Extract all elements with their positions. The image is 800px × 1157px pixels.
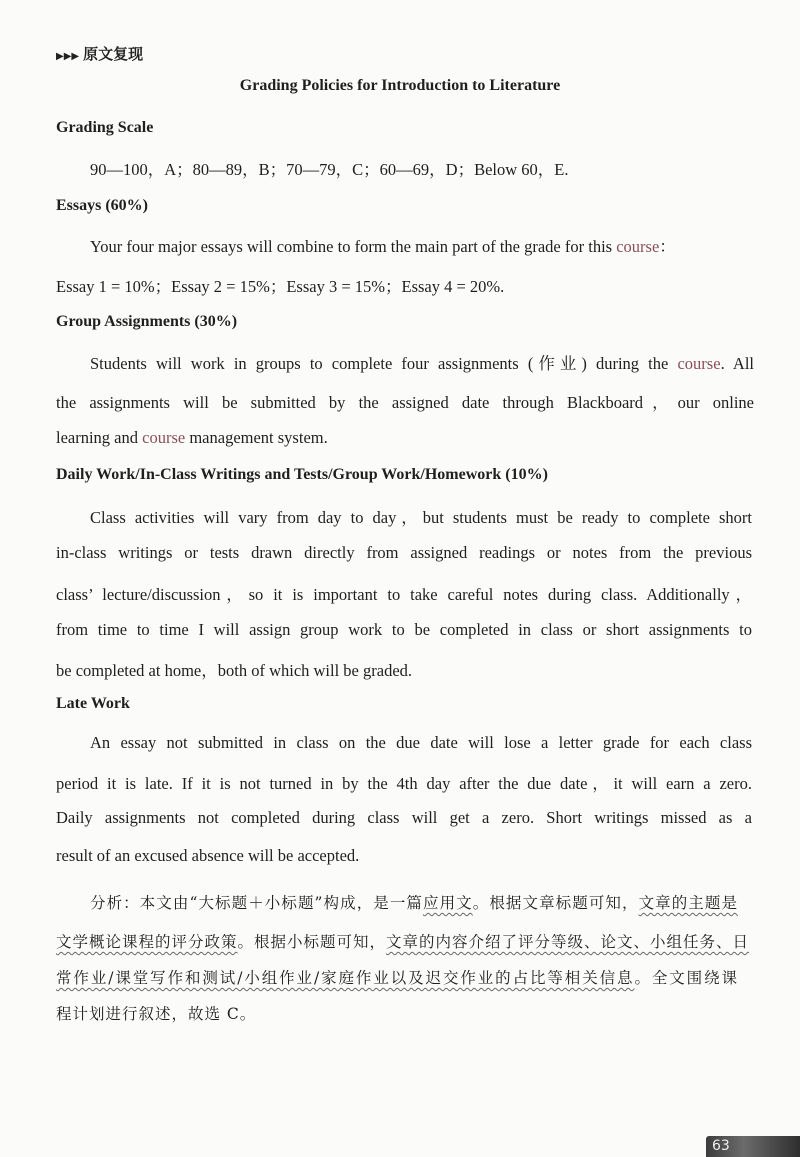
group-line-1-end: . All [720, 354, 754, 373]
course-word: course [677, 354, 721, 373]
grading-scale-text: 90—100，A；80—89，B；70—79，C；60—69，D；Below 60，E. [90, 160, 569, 179]
group-line-3 [56, 428, 752, 448]
late-line-2: period it is late. If it is not turned in by the 4th day after the due date，it will earn a zero. [56, 774, 752, 793]
late-line-1: An essay not submitted in class on the due date will lose a letter grade for each class [90, 733, 752, 752]
heading-essays: Essays (60%) [56, 197, 149, 214]
triple-arrow-icon: ▶▶▶ [56, 51, 80, 62]
section-tag-label: 原文复现 [83, 45, 144, 63]
late-line-4: result of an excused absence will be accepted. [56, 846, 360, 865]
daily-line-5: be completed at home，both of which will be graded. [56, 661, 413, 680]
heading-grading-scale: Grading Scale [56, 119, 154, 136]
group-line-1-text: Students will work in groups to complete four assignments (作业) during the [90, 354, 678, 373]
analysis-emphasis: 应用文 [423, 894, 473, 912]
analysis-text: 。根据小标题可知， [237, 933, 387, 951]
heading-late-work: Late Work [56, 695, 130, 712]
analysis-line-1 [90, 891, 738, 913]
analysis-text: 分析：本文由“大标题＋小标题”构成，是一篇 [90, 894, 424, 912]
analysis-line-2 [56, 930, 750, 952]
late-line-3: Daily assignments not completed during class will get a zero. Short writings missed as a [56, 808, 752, 827]
group-line-1 [90, 350, 754, 374]
analysis-emphasis: 文章的主题是 [638, 894, 738, 912]
analysis-emphasis: 文章的内容介绍了评分等级、论文、小组任务、日 [386, 933, 750, 951]
essays-line-1-text: Your four major essays will combine to form the main part of the grade for this [90, 237, 617, 256]
section-tag [56, 43, 143, 64]
analysis-text: 。根据文章标题可知， [472, 894, 639, 912]
essays-line-1 [90, 233, 754, 257]
group-line-3-end: management system. [185, 428, 328, 447]
analysis-line-3 [56, 966, 738, 988]
analysis-line-4: 程计划进行叙述，故选 C。 [56, 1005, 257, 1023]
daily-line-4: from time to time I will assign group work to be completed in class or short assignments to [56, 620, 752, 639]
essays-line-2: Essay 1 = 10%；Essay 2 = 15%；Essay 3 = 15%；Essay 4 = 20%. [56, 277, 505, 296]
analysis-text: 。全文围绕课 [634, 969, 738, 987]
group-line-2: the assignments will be submitted by the assigned date through Blackboard，our online [56, 393, 754, 412]
course-word: course [616, 237, 660, 256]
heading-group-assignments: Group Assignments (30%) [56, 313, 238, 330]
group-line-3-text: learning and [56, 428, 143, 447]
course-word: course [142, 428, 186, 447]
daily-line-1: Class activities will vary from day to day，but students must be ready to complete short [90, 508, 752, 527]
daily-line-2: in-class writings or tests drawn directly from assigned readings or notes from the previous [56, 543, 752, 562]
page-number: 63 [706, 1136, 800, 1157]
analysis-emphasis: 常作业/课堂写作和测试/小组作业/家庭作业以及迟交作业的占比等相关信息 [56, 969, 635, 987]
heading-daily-work: Daily Work/In-Class Writings and Tests/Group Work/Homework (10%) [56, 466, 548, 483]
document-title: Grading Policies for Introduction to Literature [239, 77, 561, 94]
daily-line-3: class’ lecture/discussion，so it is important to take careful notes during class. Additionally， [56, 585, 752, 604]
analysis-emphasis: 文学概论课程的评分政策 [56, 933, 238, 951]
essays-line-1-end: ： [659, 237, 676, 256]
